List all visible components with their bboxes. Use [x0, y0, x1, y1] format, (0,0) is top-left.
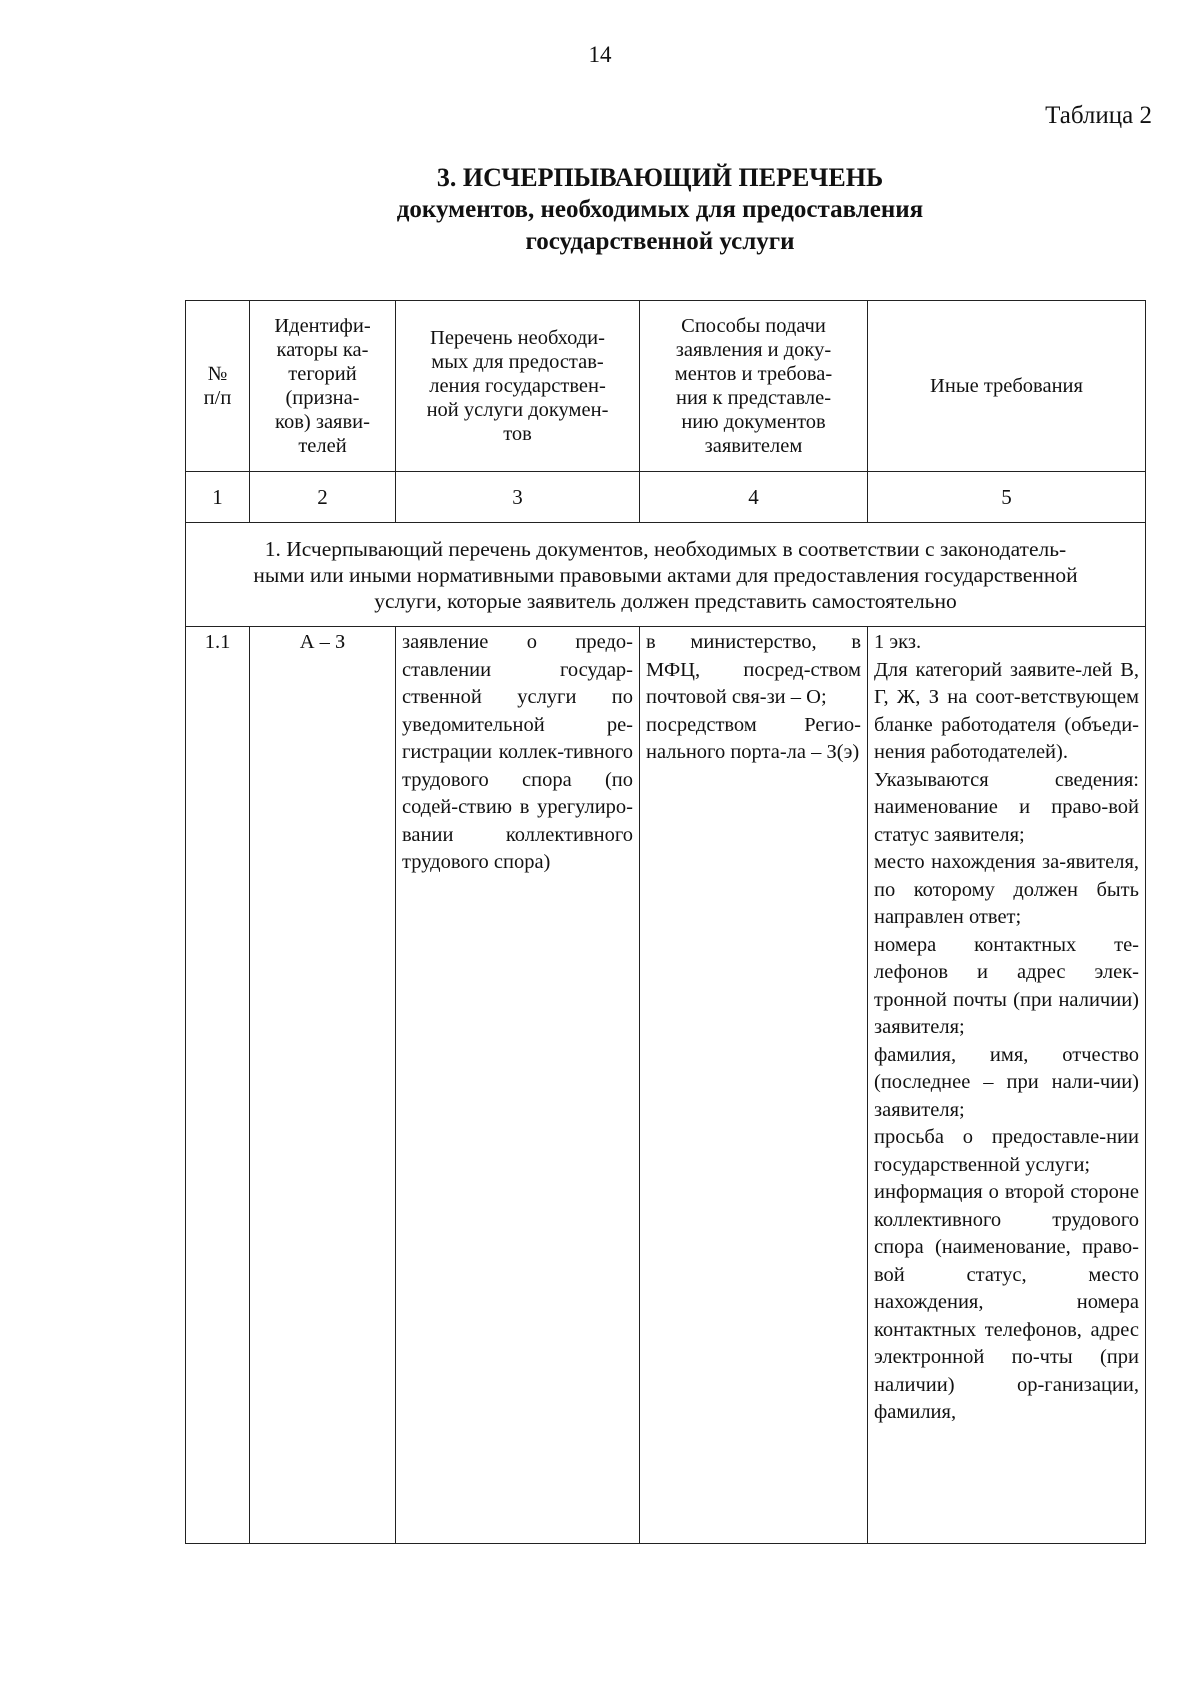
documents-table	[185, 300, 1146, 1544]
column-number: 4	[640, 472, 868, 523]
column-number: 3	[396, 472, 640, 523]
table-row	[186, 627, 1146, 1544]
heading-subtitle-line2: государственной услуги	[525, 228, 795, 255]
row-categories: А – З	[250, 627, 396, 1544]
column-number: 1	[186, 472, 250, 523]
header-other: Иные требования	[868, 301, 1146, 472]
header-methods: Способы подачи заявления и доку- ментов и требова- ния к представле- нию документов заявителем	[640, 301, 868, 472]
header-documents: Перечень необходи- мых для предостав- ления государствен- ной услуги докумен- тов	[396, 301, 640, 472]
column-number: 2	[250, 472, 396, 523]
section-heading	[180, 162, 1140, 258]
row-methods: в министерство, в МФЦ, посред-ством почтовой свя-зи – О; посредством Регио-нального порта-ла – З(э)	[640, 627, 868, 1544]
row-other-requirements: 1 экз. Для категорий заявите-лей В, Г, Ж, З на соот-ветствующем бланке работодателя (объеди-нения работодателей). Указываются сведения: наименование и право-вой статус заявителя; место нахождения за-явителя, по которому должен быть направлен ответ; номера контактных те-лефонов и адрес элек-тронной почты (при наличии) заявителя; фамилия, имя, отчество (последнее – при нали-чии) заявителя; просьба о предоставле-нии государственной услуги; информация о второй стороне коллективного трудового спора (наименование, право-вой статус, место нахождения, номера контактных телефонов, адрес электронной по-чты (при наличии) ор-ганизации, фамилия,	[868, 627, 1146, 1544]
table-label: Таблица 2	[1045, 102, 1152, 129]
table-header-row	[186, 301, 1146, 472]
column-number: 5	[868, 472, 1146, 523]
section-title: 1. Исчерпывающий перечень документов, необходимых в соответствии с законодатель- ными или иными нормативными правовыми актами для предоставления государственной услуги, которые заявитель должен представить самостоятельно	[186, 523, 1146, 627]
row-document: заявление о предо-ставлении государ-ственной услуги по уведомительной ре-гистрации коллек-тивного трудового спора (по содей-ствию в урегулиро-вании коллективного трудового спора)	[396, 627, 640, 1544]
column-number-row	[186, 472, 1146, 523]
header-categories: Идентифи- каторы ка- тегорий (призна- ков) заяви- телей	[250, 301, 396, 472]
page-number: 14	[588, 42, 612, 67]
heading-subtitle-line1: документов, необходимых для предоставления	[396, 196, 924, 223]
heading-title: 3. ИСЧЕРПЫВАЮЩИЙ ПЕРЕЧЕНЬ	[436, 163, 884, 192]
section-row	[186, 523, 1146, 627]
row-number: 1.1	[186, 627, 250, 1544]
header-number: № п/п	[186, 301, 250, 472]
